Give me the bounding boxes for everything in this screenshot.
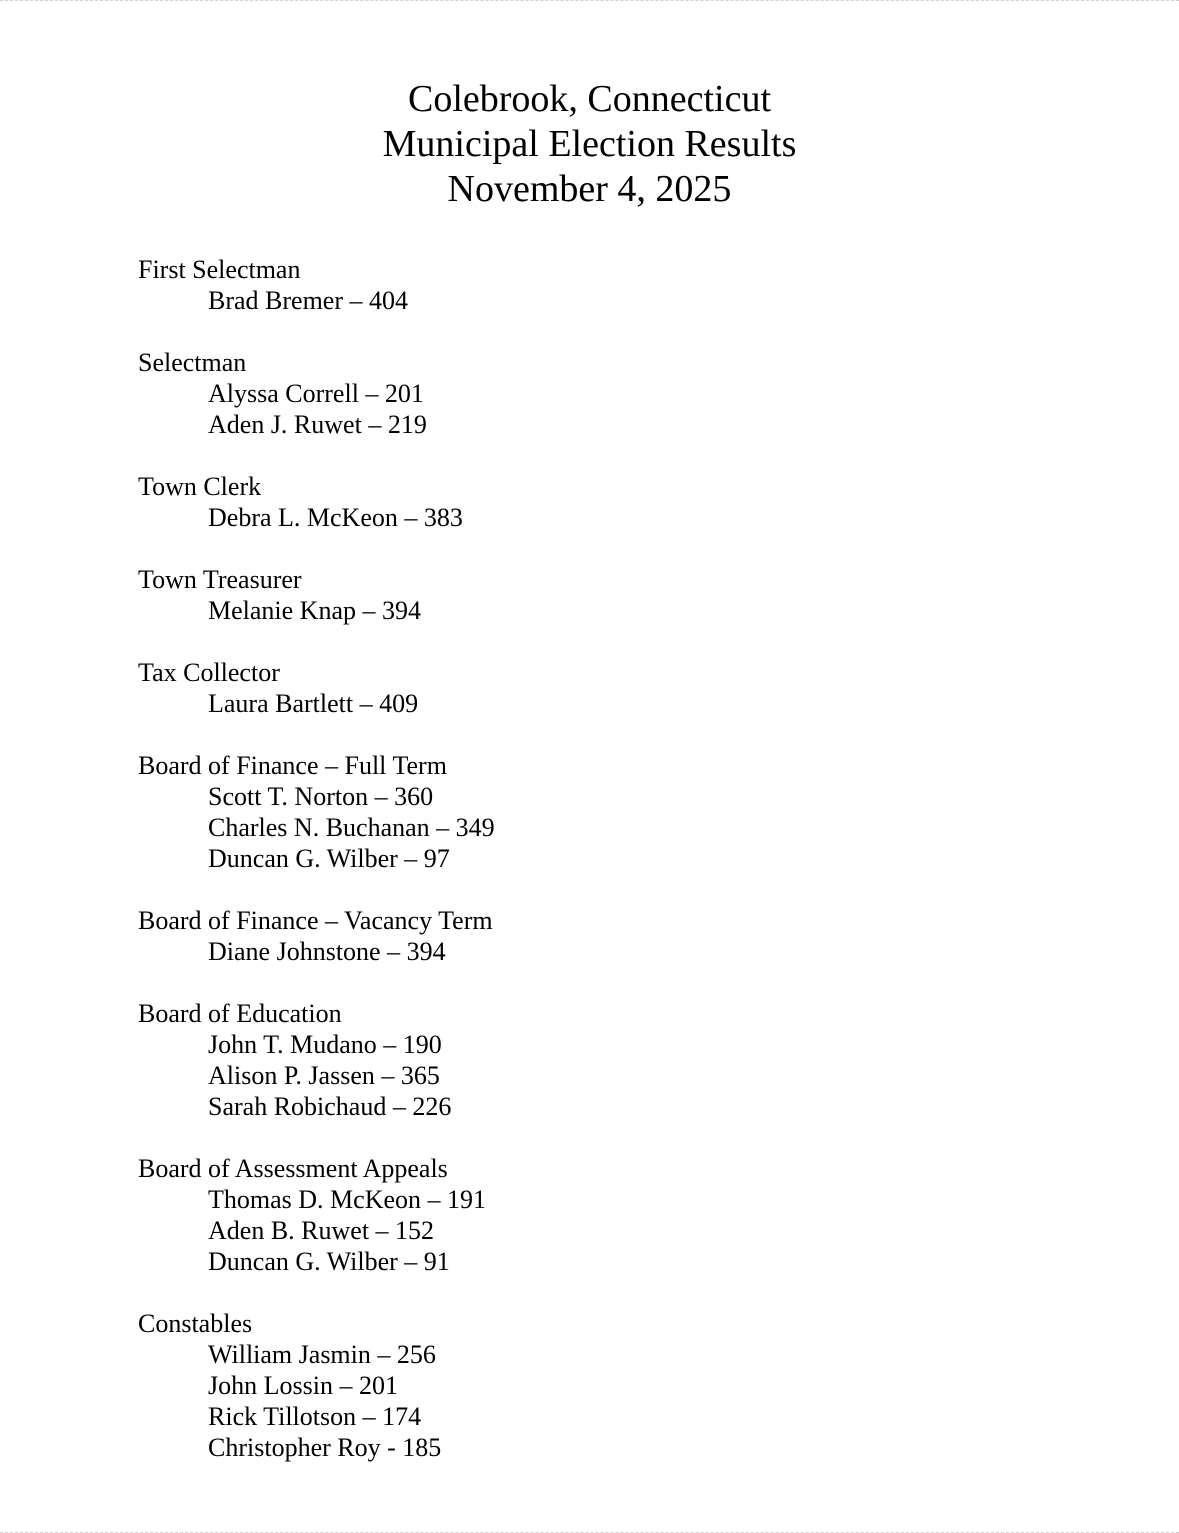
office-first-selectman	[138, 254, 1038, 316]
candidate-result: Aden J. Ruwet – 219	[208, 410, 427, 439]
candidate-result: Debra L. McKeon – 383	[208, 503, 463, 532]
results-list	[138, 254, 1038, 1494]
title-date: November 4, 2025	[447, 168, 732, 210]
candidate-result: William Jasmin – 256	[208, 1340, 436, 1369]
candidate-result: John Lossin – 201	[208, 1371, 398, 1400]
office-name: Board of Assessment Appeals	[138, 1154, 448, 1183]
office-town-treasurer	[138, 564, 1038, 626]
office-name: Selectman	[138, 348, 247, 377]
office-name: Town Clerk	[138, 472, 262, 501]
candidate-result: Charles N. Buchanan – 349	[208, 813, 495, 842]
candidate-result: Alyssa Correll – 201	[208, 379, 424, 408]
title-town: Colebrook, Connecticut	[407, 78, 772, 120]
candidate-result: Diane Johnstone – 394	[208, 937, 446, 966]
candidate-result: John T. Mudano – 190	[208, 1030, 442, 1059]
candidate-result: Scott T. Norton – 360	[208, 782, 434, 811]
candidate-result: Melanie Knap – 394	[208, 596, 422, 625]
candidate-result: Duncan G. Wilber – 91	[208, 1247, 450, 1276]
candidate-result: Christopher Roy - 185	[208, 1433, 442, 1462]
office-tax-collector	[138, 657, 1038, 719]
office-name: First Selectman	[138, 255, 301, 284]
office-constables	[138, 1308, 1038, 1463]
candidate-result: Aden B. Ruwet – 152	[208, 1216, 435, 1245]
candidate-result: Duncan G. Wilber – 97	[208, 844, 450, 873]
office-name: Tax Collector	[138, 658, 280, 687]
office-board-of-finance-full-term	[138, 750, 1038, 874]
candidate-result: Rick Tillotson – 174	[208, 1402, 422, 1431]
candidate-result: Sarah Robichaud – 226	[208, 1092, 452, 1121]
office-name: Town Treasurer	[138, 565, 302, 594]
office-town-clerk	[138, 471, 1038, 533]
office-name: Board of Finance – Full Term	[138, 751, 447, 780]
candidate-result: Brad Bremer – 404	[208, 286, 409, 315]
office-selectman	[138, 347, 1038, 440]
candidate-result: Laura Bartlett – 409	[208, 689, 419, 718]
office-board-of-education	[138, 998, 1038, 1122]
office-name: Board of Education	[138, 999, 342, 1028]
office-board-of-finance-vacancy-term	[138, 905, 1038, 967]
title-heading: Municipal Election Results	[382, 123, 797, 165]
office-name: Constables	[138, 1309, 253, 1338]
candidate-result: Alison P. Jassen – 365	[208, 1061, 440, 1090]
candidate-result: Thomas D. McKeon – 191	[208, 1185, 487, 1214]
office-board-of-assessment-appeals	[138, 1153, 1038, 1277]
document-title	[0, 77, 1179, 212]
office-name: Board of Finance – Vacancy Term	[138, 906, 493, 935]
